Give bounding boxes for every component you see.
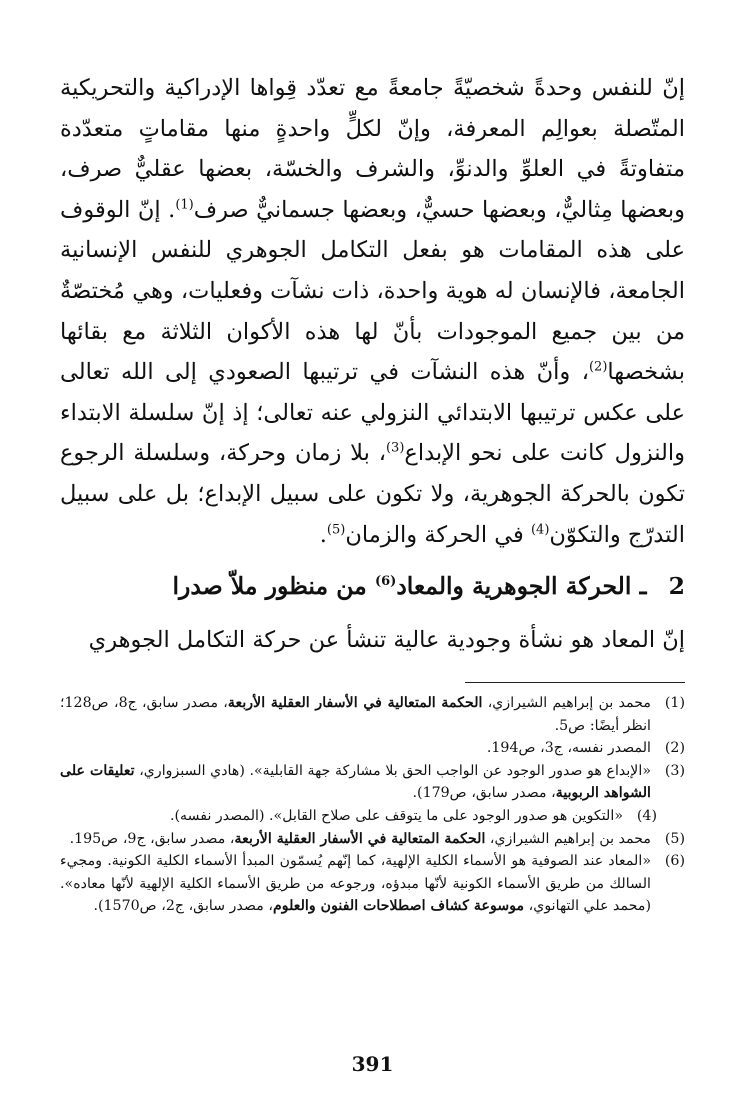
footnote-separator xyxy=(465,682,685,683)
footnote-6 xyxy=(60,850,685,918)
footnote-text xyxy=(60,850,651,918)
text-run: في الحركة والزمان xyxy=(345,521,531,548)
section-heading xyxy=(60,566,685,606)
text-run: ، وأنّ هذه النشآت في ترتيبها الصعودي إلى الله تعالى على عكس ترتيبها الابتدائي النزولي عنه تعالى؛ إذ إنّ سلسلة الابتداء والنزول كانت على نحو الإبداع xyxy=(60,359,685,467)
footnote-1 xyxy=(60,692,685,737)
footnote-mark: (3) xyxy=(664,762,685,779)
footnote-text xyxy=(60,692,651,737)
fn-text: «التكوين هو صدور الوجود على ما يتوقف على صلاح القابل». (المصدر نفسه). xyxy=(169,807,623,824)
footnote-mark: (6) xyxy=(664,853,685,870)
footnote-mark: (4) xyxy=(636,807,657,824)
footnote-text xyxy=(60,760,651,805)
footnote-ref-4[interactable]: (4) xyxy=(530,522,550,538)
footnote-text xyxy=(60,805,623,828)
fn-text: ، مصدر سابق، ص179). xyxy=(412,785,556,802)
footnotes xyxy=(60,692,685,918)
footnote-mark: (2) xyxy=(664,740,685,757)
section-title-rest: من منظور ملاّ صدرا xyxy=(172,572,375,600)
section-title: الحركة الجوهرية والمعاد xyxy=(396,572,632,600)
fn-text: ، مصدر سابق، ج9، ص195. xyxy=(69,830,235,847)
footnote-ref-6[interactable]: (6) xyxy=(374,574,397,590)
text-run: . xyxy=(319,521,327,548)
footnote-ref-3[interactable]: (3) xyxy=(385,440,405,456)
footnote-ref-5[interactable]: (5) xyxy=(326,522,346,538)
footnote-ref-1[interactable]: (1) xyxy=(175,197,194,213)
footnote-4 xyxy=(60,805,685,828)
fn-text: «المعاد عند الصوفية هو الأسماء الكلية الإلهية، كما إنّهم يُسمّون المبدأ الأسماء الكلية الكونية. ومجيء السالك من طريق الأسماء الكونية لأنّها مبدؤه، ورجوعه من طريق الأسماء الكلية الإلهية لأنّها معاده». (محمد علي التهانوي، xyxy=(60,853,651,915)
fn-title: الحكمة المتعالية في الأسفار العقلية الأربعة xyxy=(234,830,486,847)
text-run: إنّ للنفس وحدةً شخصيّةً جامعةً مع تعدّد قِواها الإدراكية والتحريكية المتّصلة بعوالِم المعرفة، وإنّ لكلٍّ واحدةٍ منها مقاماتٍ متعدّدة متفاوتةً في العلوِّ والدنوِّ، والشرف والخسّة، بعضها عقليٌّ صرف، وبعضها مِثاليٌّ، وبعضها حسيٌّ، وبعضها جسمانيٌّ صرف xyxy=(60,75,686,223)
footnote-text xyxy=(60,737,651,760)
footnote-5 xyxy=(60,828,685,851)
footnote-2 xyxy=(60,737,685,760)
fn-text: «الإبداع هو صدور الوجود عن الواجب الحق بلا مشاركة جهة القابلية». (هادي السبزواري، xyxy=(134,762,651,779)
fn-text: محمد بن إبراهيم الشيرازي، xyxy=(482,695,651,711)
main-paragraph xyxy=(60,68,685,555)
fn-text: ، مصدر سابق، ج2، ص1570). xyxy=(93,898,273,915)
footnote-text xyxy=(60,828,651,851)
section-dash: ـ xyxy=(639,572,647,600)
section-number: 2 xyxy=(668,572,685,600)
text-run: . إنّ الوقوف على هذه المقامات هو بفعل التكامل الجوهري للنفس الإنسانية الجامعة، فالإنسان له هوية واحدة، ذات نشآت وفعليات، وهي مُختصّةٌ من بين جميع الموجودات بأنّ لها هذه الأكوان الثلاثة مع بقائها بشخصها xyxy=(60,196,686,386)
text-run: ، بلا زمان وحركة، وسلسلة الرجوع تكون بالحركة الجوهرية، ولا تكون على سبيل الإبداع؛ بل على سبيل التدرّج والتكوّن xyxy=(60,440,685,548)
page-number: 391 xyxy=(351,1052,394,1076)
fn-text: المصدر نفسه، ج3، ص194. xyxy=(486,740,651,757)
footnote-ref-2[interactable]: (2) xyxy=(588,359,608,375)
footnote-mark: (5) xyxy=(664,830,685,847)
paragraph-2: إنّ المعاد هو نشأة وجودية عالية تنشأ عن حركة التكامل الجوهري xyxy=(88,627,685,653)
fn-text: محمد بن إبراهيم الشيرازي، xyxy=(485,830,651,847)
footnote-mark: (1) xyxy=(664,695,685,711)
paragraph-1 xyxy=(60,68,685,555)
fn-title: موسوعة كشاف اصطلاحات الفنون والعلوم xyxy=(272,898,525,915)
footnote-3 xyxy=(60,760,685,805)
fn-text: ، مصدر سابق، ج8، ص128؛ انظر أيضًا: ص5. xyxy=(60,695,651,734)
fn-title: تعليقات على الشواهد الربوبية xyxy=(60,762,651,802)
fn-title: الحكمة المتعالية في الأسفار العقلية الأربعة xyxy=(227,695,483,711)
